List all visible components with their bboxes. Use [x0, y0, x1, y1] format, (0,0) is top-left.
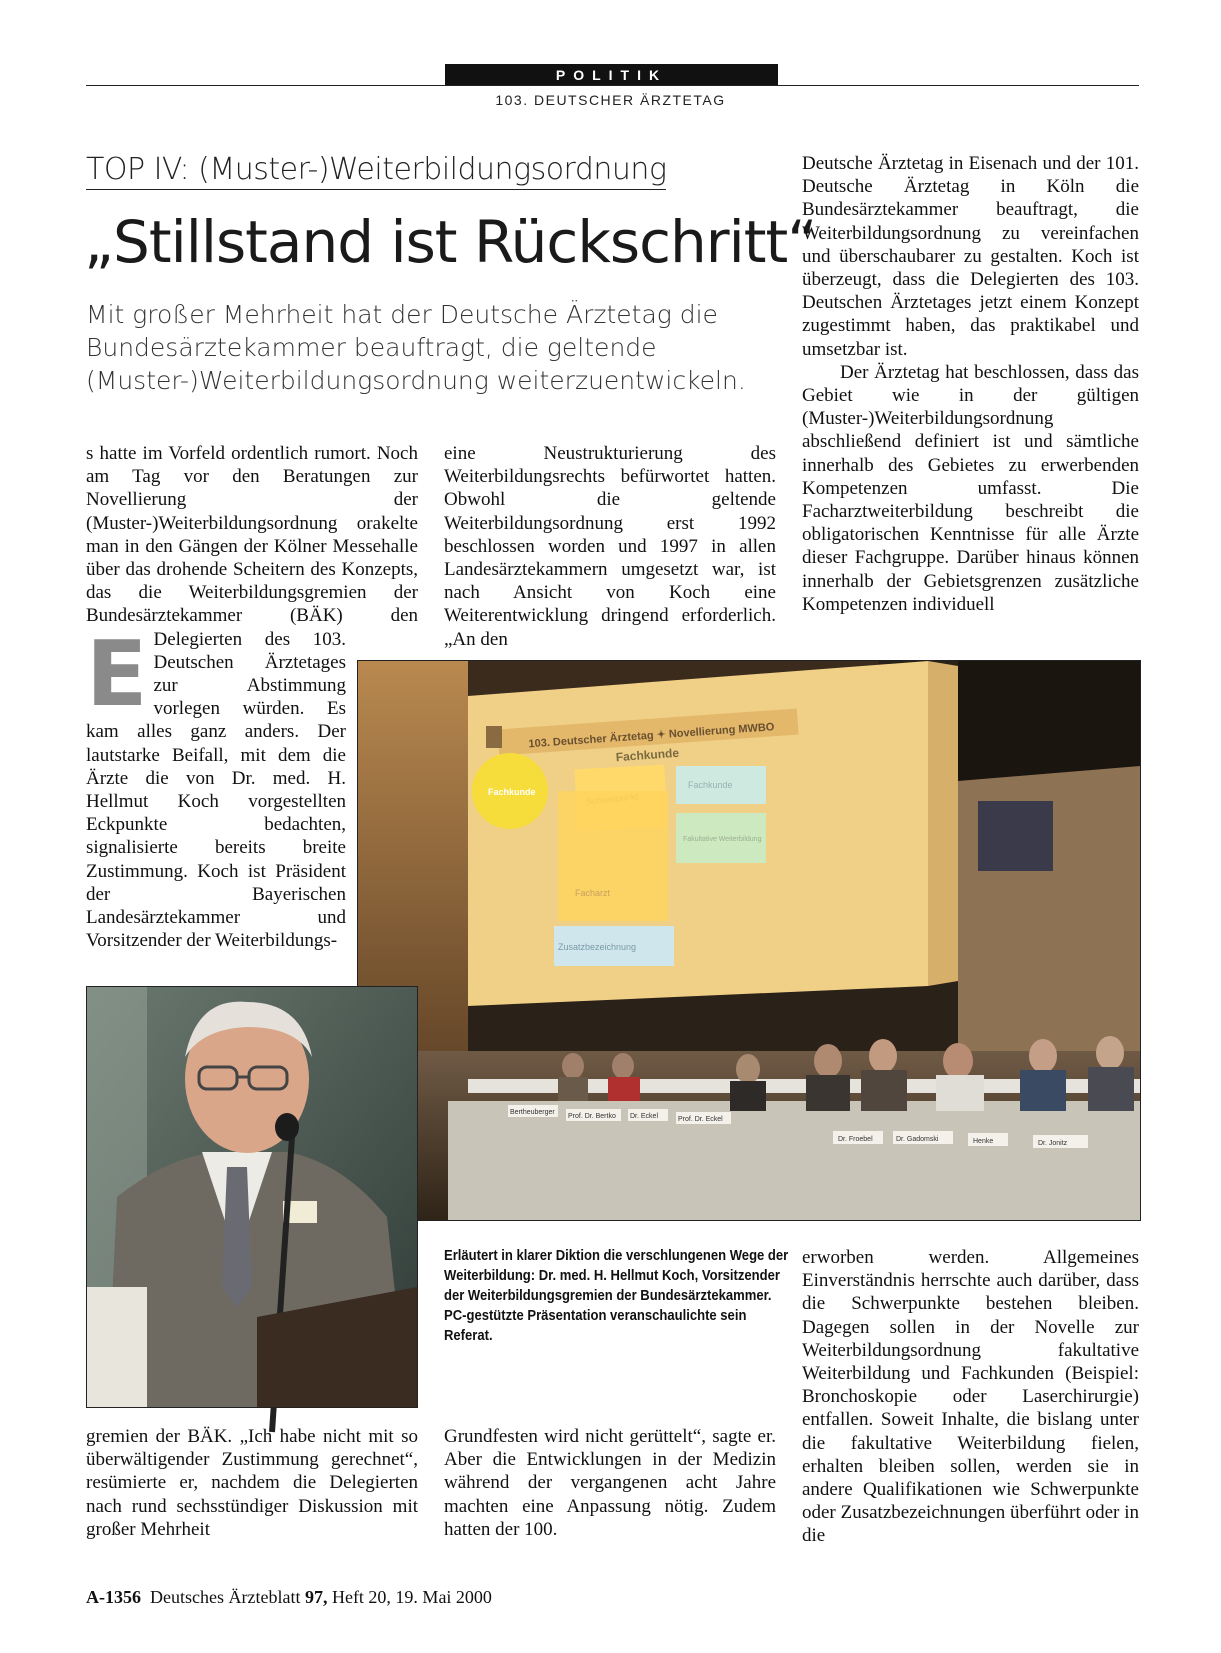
page-number: A-1356: [86, 1587, 141, 1607]
portrait-photo-graphic: [87, 987, 417, 1407]
section-label: POLITIK: [445, 64, 778, 86]
journal-issue: Heft 20, 19. Mai 2000: [331, 1587, 492, 1607]
column-1-bottom-text: gremien der BÄK. „Ich habe nicht mit so überwältigender Zustimmung gerechnet“, resümierte er, nachdem die Delegierten nach rund sechsstündiger Diskussion mit großer Mehrheit: [86, 1426, 418, 1540]
journal-volume: 97,: [304, 1587, 328, 1607]
column-1-bottom: [86, 1425, 418, 1541]
column-1-top-text: s hatte im Vorfeld ordentlich rumort. Noch am Tag vor den Beratungen zur Novellierung der (Muster-)Weiterbildungsordnung orakelte man in den Gängen der Kölner Messehalle über das drohende Scheitern des Konzepts, das die Weiterbildungsgremien der Bundesärztekammer (BÄK) den Delegierten des 103. Deutschen Ärztetages zur Abstimmung vorlegen würden. Es kam alles ganz anders. Der lautstarke Beifall, mit dem die Ärzte die von Dr. med. H. Hellmut Koch vorgestellten Eckpunkte bedachten, signalisierte bereits breite Zustimmung. Koch ist Präsident der Bayerischen Landesärztekammer und Vorsitzender der Weiterbildungs-: [86, 443, 418, 952]
drop-cap: E: [86, 622, 148, 727]
nameplate-1: Bertheuberger: [510, 1109, 555, 1116]
slide-box-fakultativ: Fakultative Weiterbildung: [683, 836, 762, 843]
conference-photo: [357, 660, 1141, 1221]
slide-subtitle: Fachkunde: [615, 745, 680, 765]
page-footer: [86, 1587, 492, 1608]
subsection-label: 103. DEUTSCHER ÄRZTETAG: [495, 92, 726, 108]
slide-title: 103. Deutscher Ärztetag ✦ Novellierung MWBO: [528, 721, 775, 751]
slide-box-facharzt: Facharzt: [575, 888, 611, 898]
column-2-top: [444, 442, 776, 650]
nameplate-3: Dr. Eckel: [630, 1113, 659, 1120]
column-3-paragraph-1: Deutsche Ärztetag in Eisenach und der 101. Deutsche Ärztetag in Köln die Bundesärztekammer beauftragt, die Weiterbildungsordnung zu vereinfachen und überschaubarer zu gestalten. Koch ist überzeugt, dass die Delegierten des 103. Deutschen Ärztetages jetzt einem Konzept zugestimmt haben, das praktikabel und umsetzbar ist.: [802, 153, 1139, 360]
nameplate-5: Dr. Froebel: [838, 1136, 873, 1143]
nameplate-4: Prof. Dr. Eckel: [678, 1116, 723, 1123]
article-kicker: TOP IV: (Muster-)Weiterbildungsordnung: [86, 152, 666, 190]
column-2-top-text: eine Neustrukturierung des Weiterbildungsrechts befürwortet hatten. Obwohl die geltende Weiterbildungsordnung erst 1992 beschlossen worden und 1997 in allen Landesärztekammern umgesetzt war, ist nach Ansicht von Koch eine Weiterentwicklung dringend erforderlich. „An den: [444, 443, 776, 650]
column-3-bottom-text: erworben werden. Allgemeines Einverständnis herrschte auch darüber, dass die Schwerpunkte bestehen bleiben. Dagegen sollen in der Novelle zur Weiterbildungsordnung fakultative Weiterbildung und Fachkunden (Beispiel: Bronchoskopie oder Laserchirurgie) entfallen. Soweit Inhalte, die bislang unter die fakultative Weiterbildung fielen, erhalten bleiben sollen, werden sie in andere Qualifikationen wie Schwerpunkte oder Zusatzbezeichnungen überführt oder in die: [802, 1247, 1139, 1547]
slide-box-zusatz: Zusatzbezeichnung: [558, 942, 637, 952]
column-3-bottom: [802, 1246, 1139, 1548]
nameplate-7: Henke: [973, 1138, 994, 1145]
nameplate-2: Prof. Dr. Bertko: [568, 1113, 616, 1120]
column-3-paragraph-2: Der Ärztetag hat beschlossen, dass das Gebiet wie in der gültigen (Muster-)Weiterbildungsordnung abschließend definiert ist und sämtliche innerhalb des Gebietes zu erwerbenden Kompetenzen umfasst. Die Facharztweiterbildung beschreibt die obligatorischen Kenntnisse für alle Ärzte dieser Fachgruppe. Darüber hinaus können innerhalb der Gebietsgrenzen zusätzliche Kompetenzen individuell: [802, 361, 1139, 615]
column-2-bottom: [444, 1425, 776, 1541]
nameplate-8: Dr. Jonitz: [1038, 1140, 1068, 1147]
article-deck: Mit großer Mehrheit hat der Deutsche Ärztetag die Bundesärztekammer beauftragt, die geltende (Muster-)Weiterbildungsordnung weiterzuentwickeln.: [86, 300, 746, 395]
header-rule: [86, 85, 1139, 86]
article-headline: „Stillstand ist Rückschritt“: [84, 208, 817, 276]
conference-photo-graphic: [358, 661, 1140, 1220]
slide-box-fachkunde: Fachkunde: [688, 780, 733, 790]
slide-circle-label: Fachkunde: [488, 787, 536, 797]
column-2-bottom-text: Grundfesten wird nicht gerüttelt“, sagte er. Aber die Entwicklungen in der Medizin während der vergangenen acht Jahre machten eine Anpassung nötig. Zudem hatten der 100.: [444, 1426, 776, 1540]
portrait-photo: [86, 986, 418, 1408]
nameplate-6: Dr. Gadomski: [896, 1136, 939, 1143]
journal-name: Deutsches Ärzteblatt: [150, 1587, 301, 1607]
photo-caption: Erläutert in klarer Diktion die verschlungenen Wege der Weiterbildung: Dr. med. H. Hellmut Koch, Vorsitzender der Weiterbildungsgremien der Bundesärztekammer. PC-gestützte Präsentation veranschaulichte sein Referat.: [444, 1248, 789, 1344]
column-3-top: [802, 152, 1139, 652]
